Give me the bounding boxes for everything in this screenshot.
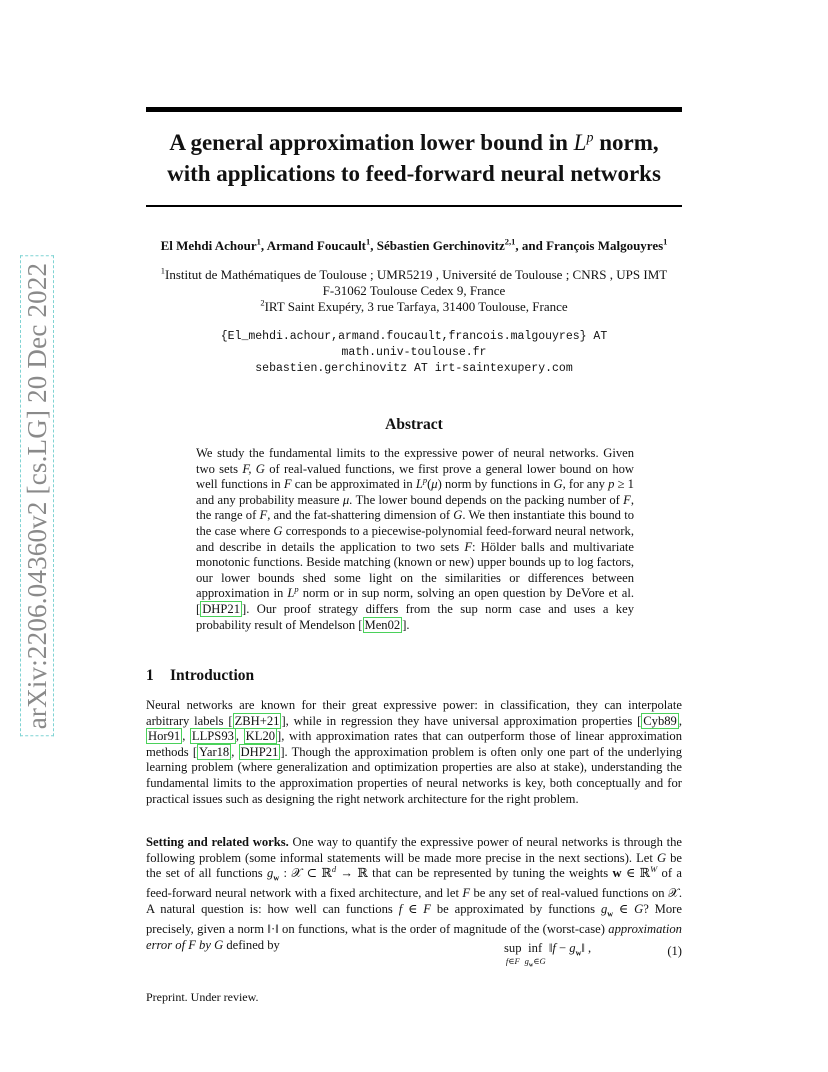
- citation-link[interactable]: DHP21: [240, 744, 279, 759]
- citation-link[interactable]: ZBH+21: [234, 713, 280, 728]
- abstract-heading: Abstract: [385, 416, 443, 433]
- paper-title: [146, 127, 682, 189]
- intro-paragraph: Neural networks are known for their great expressive power: in classification, they can interpolate arbitrary labels [ ZBH+21 ], while in regression they have universal approximation properties [ Cyb89 , Hor91 , LLPS93 , KL20 ], with approximation rates that can outperform those of linear approximation methods [ Yar18 , DHP21 ]. Though the approximation problem is often only one part of the underlying learning problem (where generalization and optimization properties are also at stake), understanding the fundamental limits to the approximation properties of neural networks is key, both conceptually and for practical issues such as designing the right network architecture for the right problem.: [146, 698, 683, 806]
- paragraph-heading: Setting and related works.: [146, 835, 289, 849]
- author-emails: {El_mehdi.achour,armand.foucault,francois.malgouyres} AT math.univ-toulouse.fr sebastien.gerchinovitz AT irt-saintexupery.com: [220, 330, 608, 375]
- author-2: Armand Foucault: [266, 238, 367, 253]
- equation-1: [146, 942, 682, 972]
- title-line-1: A general approximation lower bound in $L^p$ norm,: [169, 130, 659, 155]
- setting-paragraph: Setting and related works. One way to quantify the expressive power of neural networks is through the following problem (some informal statements will be made more precise in the next sections). Let G be the set of all functions $g_w$ : 𝒳 ⊂ ℝ$^d$ → ℝ that can be represented by tuning the weights w ∈ ℝ$^W$ of a feed-forward neural network with a fixed architecture, and let F be any set of real-valued functions on 𝒳. A natural question is: how well can functions f ∈ F be approximated by functions $g_w$ ∈ G? More precisely, given a norm ‖·‖ on functions, what is the order of magnitude of the (worst-case) approximation error of F by G defined by: [146, 835, 682, 952]
- abstract-body: We study the fundamental limits to the expressive power of neural networks. Given two sets F, G of real-valued functions, we first prove a general lower bound on how well functions in F can be approximated in $L^p(\mu)$ norm by functions in G, for any p ≥ 1 and any probability measure μ. The lower bound depends on the packing number of F, the range of F, and the fat-shattering dimension of G. We then instantiate this bound to the case where G corresponds to a piecewise-polynomial feed-forward neural network, and describe in details the application to two sets F: Hölder balls and multivariate monotonic functions. Beside matching (known or new) upper bounds up to log factors, our lower bounds shed some light on the similarities or differences between approximation in $L^p$ norm or in sup norm, solving an open question by DeVore et al. [ DHP21 ]. Our proof strategy differs from the sup norm case and uses a key probability result of Mendelson [ Men02 ].: [196, 446, 635, 632]
- affiliation-1: $^1$Institut de Mathématiques de Toulouse ; UMR5219 , Université de Toulouse ; CNRS , UPS IMT: [160, 265, 668, 282]
- title-bottom-rule: [146, 205, 682, 207]
- affiliation-1-address: F-31062 Toulouse Cedex 9, France: [322, 283, 506, 298]
- arxiv-identifier[interactable]: arXiv:2206.04360v2 [cs.LG] 20 Dec 2022: [20, 256, 54, 737]
- footer-note: Preprint. Under review.: [146, 990, 259, 1004]
- affiliation-2: $^2$IRT Saint Exupéry, 3 rue Tarfaya, 31400 Toulouse, France: [260, 297, 568, 314]
- affiliations: [120, 267, 708, 315]
- citation-link[interactable]: Yar18: [199, 744, 230, 759]
- section-heading-introduction: 1 Introduction: [146, 667, 255, 684]
- citation-link[interactable]: Men02: [364, 617, 401, 632]
- citation-link[interactable]: Hor91: [148, 729, 181, 744]
- author-3: Sébastien Gerchinovitz: [376, 238, 505, 253]
- top-rule: [146, 107, 682, 112]
- author-list: El Mehdi Achour$^1$, Armand Foucault$^1$, Sébastien Gerchinovitz$^{2,1}$, and François Malgouyres$^1$: [160, 236, 668, 253]
- author-4: François Malgouyres: [546, 238, 664, 253]
- equation-body: sup f∈F inf $g_w\in G$ ‖f − $g_w‖$ ,: [504, 941, 592, 969]
- citation-link[interactable]: DHP21: [202, 601, 240, 616]
- citation-link[interactable]: KL20: [245, 729, 276, 744]
- author-1: El Mehdi Achour: [160, 238, 257, 253]
- title-line-2: with applications to feed-forward neural networks: [167, 161, 661, 186]
- citation-link[interactable]: Cyb89: [643, 713, 677, 728]
- arxiv-sidebar[interactable]: [10, 256, 64, 736]
- citation-link[interactable]: LLPS93: [191, 729, 234, 744]
- equation-number: (1): [667, 944, 682, 958]
